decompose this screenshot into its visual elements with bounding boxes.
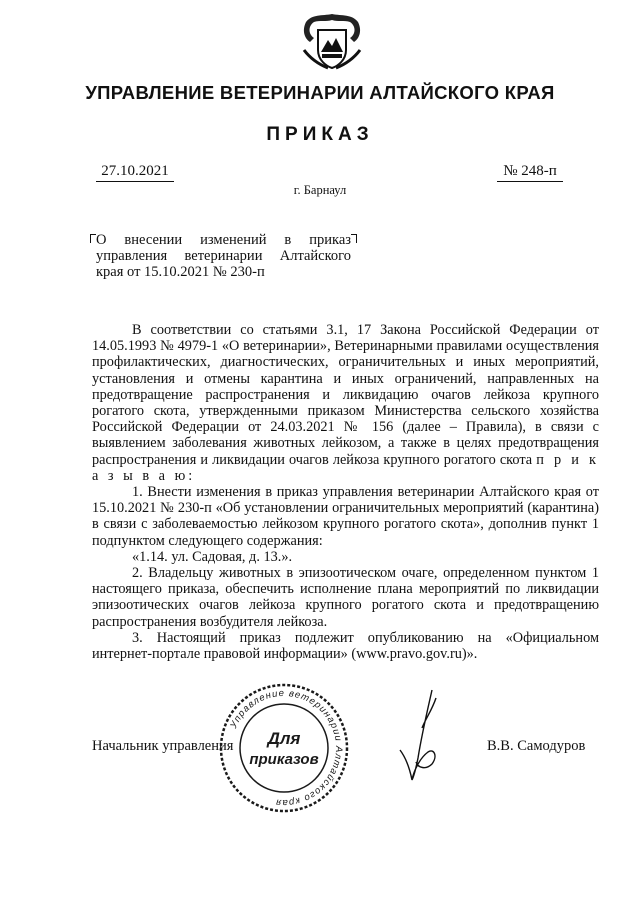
bracket-left-icon [90,234,96,243]
stamp-ring-text: Управление ветеринарии Алтайского края [228,687,345,809]
document-type: ПРИКАЗ [266,124,374,145]
item-1-subitem: «1.14. ул. Садовая, д. 13.». [132,548,293,565]
document-date: 27.10.2021 [96,163,174,182]
handwritten-signature-icon [392,688,452,788]
document-body [92,322,599,662]
document-city: г. Барнаул [293,183,347,197]
bracket-right-icon [351,234,357,243]
preamble-paragraph [92,322,599,484]
stamp-line-1: Для [267,729,301,748]
svg-text:Управление ветеринарии Алтайск [228,688,344,808]
signer-name: В.В. Самодуров [487,738,586,754]
stamp-seal [218,682,350,814]
item-3: 3. Настоящий приказ подлежит опубликованию на «Официальном интернет-портале правовой информации» (www.pravo.gov.ru)». [92,629,599,663]
subject-text: О внесении изменений в приказ управления ветеринарии Алтайского края от 15.10.2021 № 230-п [96,232,351,280]
document-number: № 248-п [497,163,563,182]
preamble-order-word: п р и к а з ы в а ю: [92,451,599,484]
item-1: 1. Внести изменения в приказ управления ветеринарии Алтайского края от 15.10.2021 № 230-п «Об установлении ограничительных мероприятий (карантина) в связи с заболеваемостью лейкозом крупного рогатого скота», дополнив пункт 1 подпунктом следующего содержания: [92,484,599,549]
stamp-line-2: приказов [249,751,319,768]
preamble-main: В соответствии со статьями 3.1, 17 Закона Российской Федерации от 14.05.1993 № 4979-1 «О ветеринарии», Ветеринарными правилами осуществления профилактических, диагностических, ограничительных и иных мероприятий, установления и отмены карантина и иных ограничений, направленных на предотвращение распространения и ликвидацию очагов лейкоза крупного рогатого скота, утвержденными приказом Министерства сельского хозяйства Российской Федерации от 24.03.2021 № 156 (далее – Правила), в связи с выявлением заболевания животных лейкозом, а также в целях предотвращения распространения и ликвидации очагов лейкоза крупного рогатого скота [92,322,599,468]
document-subject [96,232,351,280]
item-2: 2. Владельцу животных в эпизоотическом очаге, определенном пунктом 1 настоящего приказа, обеспечить исполнение плана мероприятий по ликвидации эпизоотических очагов лейкоза крупного рогатого скота и предотвращению распространения возбудителя лейкоза. [92,565,599,630]
signer-role: Начальник управления [92,738,234,754]
coat-of-arms-icon [298,10,366,72]
organization-title: УПРАВЛЕНИЕ ВЕТЕРИНАРИИ АЛТАЙСКОГО КРАЯ [85,82,555,103]
